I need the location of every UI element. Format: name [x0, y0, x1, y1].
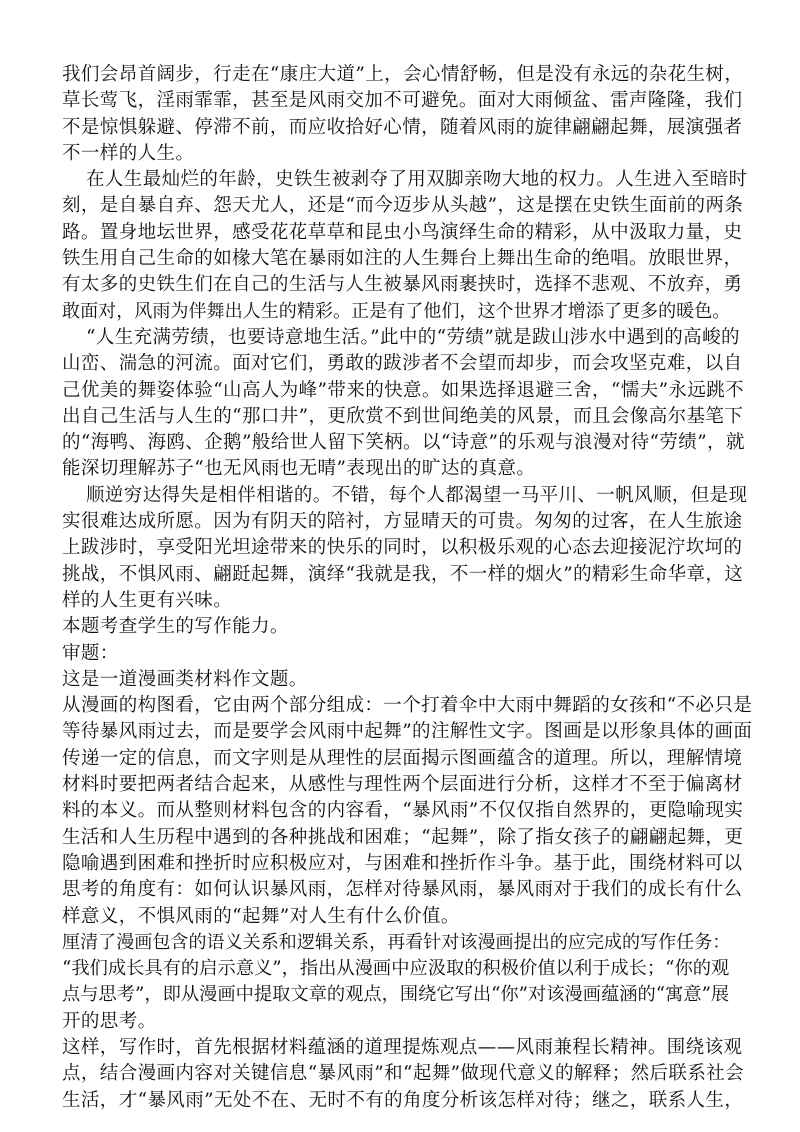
text-line: 实很难达成所愿。因为有阴天的陪衬，方显晴天的可贵。匆匆的过客，在人生旅途 — [62, 511, 743, 533]
text-line: 隐喻遇到困难和挫折时应积极应对，与困难和挫折作斗争。基于此，围绕材料可以 — [62, 852, 743, 874]
text-line: 传递一定的信息，而文字则是从理性的层面揭示图画蕴含的道理。所以，理解情境 — [62, 747, 743, 769]
text-line: 上跋涉时，享受阳光坦途带来的快乐的同时，以积极乐观的心态去迎接泥泞坎坷的 — [62, 537, 743, 559]
text-line: 等待暴风雨过去，而是要学会风雨中起舞”的注解性文字。图画是以形象具体的画面 — [62, 721, 753, 743]
text-line: 思考的角度有：如何认识暴风雨，怎样对待暴风雨，暴风雨对于我们的成长有什么 — [62, 879, 743, 901]
text-line: 己优美的舞姿体验“山高人为峰”带来的快意。如果选择退避三舍，“懦夫”永远跳不 — [62, 379, 745, 401]
text-line: 草长莺飞，淫雨霏霏，甚至是风雨交加不可避免。面对大雨倾盆、雷声隆隆，我们 — [62, 90, 743, 112]
text-line: 点，结合漫画内容对关键信息“暴风雨”和“起舞”做现代意义的解释；然后联系社会 — [62, 1063, 745, 1085]
text-line: 这样，写作时，首先根据材料蕴涵的道理提炼观点——风雨兼程长精神。围绕该观 — [62, 1036, 743, 1058]
text-line: 不一样的人生。 — [62, 142, 195, 164]
text-line: 样意义，不惧风雨的“起舞”对人生有什么价值。 — [62, 905, 460, 927]
text-line: 敢面对，风雨为伴舞出人生的精彩。正是有了他们，这个世界才增添了更多的暖色。 — [62, 300, 731, 322]
text-line: 的“海鸭、海鸥、企鹅”般给世人留下笑柄。以“诗意”的乐观与浪漫对待“劳绩”，就 — [62, 432, 745, 454]
text-line: 料的本义。而从整则材料包含的内容看，“暴风雨”不仅仅指自然界的，更隐喻现实 — [62, 800, 744, 822]
paragraph-first-line: 顺逆穷达得失是相伴相谐的。不错，每个人都渴望一马平川、一帆风顺，但是现 — [86, 484, 748, 506]
text-line: 材料时要把两者结合起来，从感性与理性两个层面进行分析，这样才不至于偏离材 — [62, 774, 743, 796]
text-line: 厘清了漫画包含的语义关系和逻辑关系，再看针对该漫画提出的应完成的写作任务： — [62, 931, 731, 953]
text-line: 从漫画的构图看，它由两个部分组成：一个打着伞中大雨中舞蹈的女孩和“不必只是 — [62, 695, 753, 717]
text-line: 本题考查学生的写作能力。 — [62, 616, 289, 638]
text-line: 这是一道漫画类材料作文题。 — [62, 668, 308, 690]
document-body — [62, 62, 752, 1114]
text-line: 能深切理解苏子“也无风雨也无晴”表现出的旷达的真意。 — [62, 458, 536, 480]
text-line: 点与思考”，即从漫画中提取文章的观点，围绕它写出“你”对该漫画蕴涵的“寓意”展 — [62, 984, 730, 1006]
text-line: 审题： — [62, 642, 119, 664]
text-line: 挑战，不惧风雨、翩跹起舞，演绎“我就是我，不一样的烟火”的精彩生命华章，这 — [62, 563, 744, 585]
text-line: 山峦、湍急的河流。面对它们，勇敢的跋涉者不会望而却步，而会攻坚克难，以自 — [62, 353, 743, 375]
paragraph-first-line: 在人生最灿烂的年龄，史铁生被剥夺了用双脚亲吻大地的权力。人生进入至暗时 — [86, 169, 748, 191]
text-line: 出自己生活与人生的“那口井”，更欣赏不到世间绝美的风景，而且会像高尔基笔下 — [62, 405, 744, 427]
text-line: 有太多的史铁生们在自己的生活与人生被暴风雨裹挟时，选择不悲观、不放弃，勇 — [62, 274, 743, 296]
text-line: 路。置身地坛世界，感受花花草草和昆虫小鸟演绎生命的精彩，从中汲取力量，史 — [62, 221, 743, 243]
text-line: 生活，才“暴风雨”无处不在、无时不有的角度分析该怎样对待；继之，联系人生， — [62, 1089, 744, 1111]
text-line: 开的思考。 — [62, 1010, 157, 1032]
text-line: 样的人生更有兴味。 — [62, 589, 233, 611]
text-line: 不是惊惧躲避、停滞不前，而应收拾好心情，随着风雨的旋律翩翩起舞，展演强者 — [62, 116, 743, 138]
paragraph-first-line: “人生充满劳绩，也要诗意地生活。”此中的“劳绩”就是跋山涉水中遇到的高峻的 — [86, 326, 740, 348]
text-line: 铁生用自己生命的如椽大笔在暴雨如注的人生舞台上舞出生命的绝唱。放眼世界， — [62, 248, 743, 270]
text-line: 刻，是自暴自弃、怨天尤人，还是“而今迈步从头越”，这是摆在史铁生面前的两条 — [62, 195, 744, 217]
text-line: “我们成长具有的启示意义”，指出从漫画中应汲取的积极价值以利于成长；“你的观 — [62, 958, 730, 980]
text-line: 我们会昂首阔步，行走在“康庄大道”上，会心情舒畅，但是没有永远的杂花生树， — [62, 64, 744, 85]
text-line: 生活和人生历程中遇到的各种挑战和困难；“起舞”，除了指女孩子的翩翩起舞，更 — [62, 826, 744, 848]
